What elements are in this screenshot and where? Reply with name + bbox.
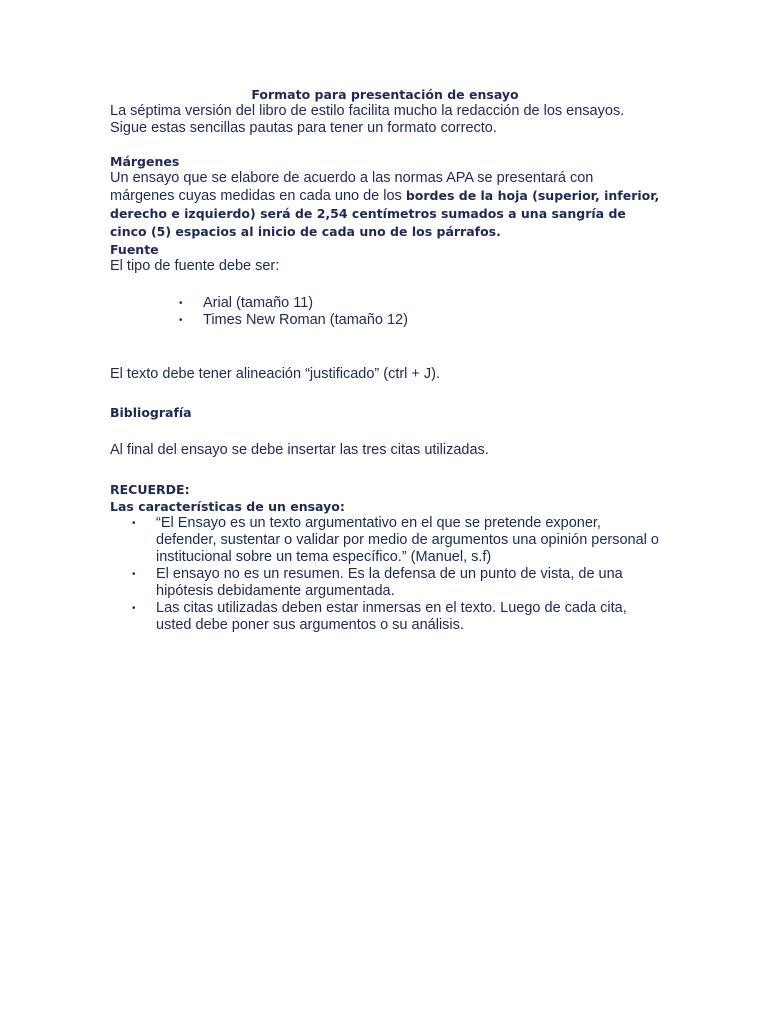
list-item: [179, 312, 660, 329]
characteristics-list: [110, 515, 660, 634]
characteristic-text: “El Ensayo es un texto argumentativo en el que se pretende exponer, defender, sustentar o validar por medio de argumentos una opinión personal o institucional sobre un tema específico.” (Manuel, s.f): [156, 515, 659, 565]
font-option: Times New Roman (tamaño 12): [203, 312, 408, 328]
bullet-icon: •: [132, 603, 136, 614]
characteristic-text: El ensayo no es un resumen. Es la defensa de un punto de vista, de una hipótesis debidamente argumentada.: [156, 566, 623, 599]
reminder-subheading: Las características de un ensayo:: [110, 499, 345, 514]
document-title: Formato para presentación de ensayo: [251, 87, 519, 102]
bibliography-heading: Bibliografía: [110, 405, 192, 420]
font-option: Arial (tamaño 11): [203, 295, 314, 311]
font-paragraph: El tipo de fuente debe ser:: [110, 258, 280, 274]
margins-paragraph: [110, 170, 660, 241]
alignment-paragraph: El texto debe tener alineación “justificado” (ctrl + J).: [110, 366, 441, 382]
bullet-icon: •: [132, 518, 136, 529]
bibliography-paragraph: Al final del ensayo se debe insertar las tres citas utilizadas.: [110, 442, 489, 458]
bullet-icon: •: [179, 298, 183, 309]
list-item: [132, 566, 660, 600]
list-item: [132, 600, 660, 634]
bullet-icon: •: [179, 315, 183, 326]
characteristic-text: Las citas utilizadas deben estar inmersas en el texto. Luego de cada cita, usted debe poner sus argumentos o su análisis.: [156, 600, 627, 633]
margins-heading: Márgenes: [110, 154, 180, 169]
font-options-list: [110, 295, 660, 329]
font-heading: Fuente: [110, 242, 159, 257]
document-page: [110, 86, 660, 634]
margins-bold-text: bordes de la hoja (superior, inferior, derecho e izquierdo) será de 2,54 centímetros sumados a una sangría de cinco (5) espacios al inicio de cada uno de los párrafos.: [110, 188, 660, 239]
intro-paragraph: La séptima versión del libro de estilo facilita mucho la redacción de los ensayos. Sigue estas sencillas pautas para tener un formato correcto.: [110, 103, 625, 136]
bullet-icon: •: [132, 569, 136, 580]
list-item: [179, 295, 660, 312]
list-item: [132, 515, 660, 566]
reminder-heading: RECUERDE:: [110, 482, 190, 497]
margins-text: Un ensayo que se elabore de acuerdo a las normas APA se presentará con márgenes cuyas medidas en cada uno de los: [110, 170, 594, 204]
